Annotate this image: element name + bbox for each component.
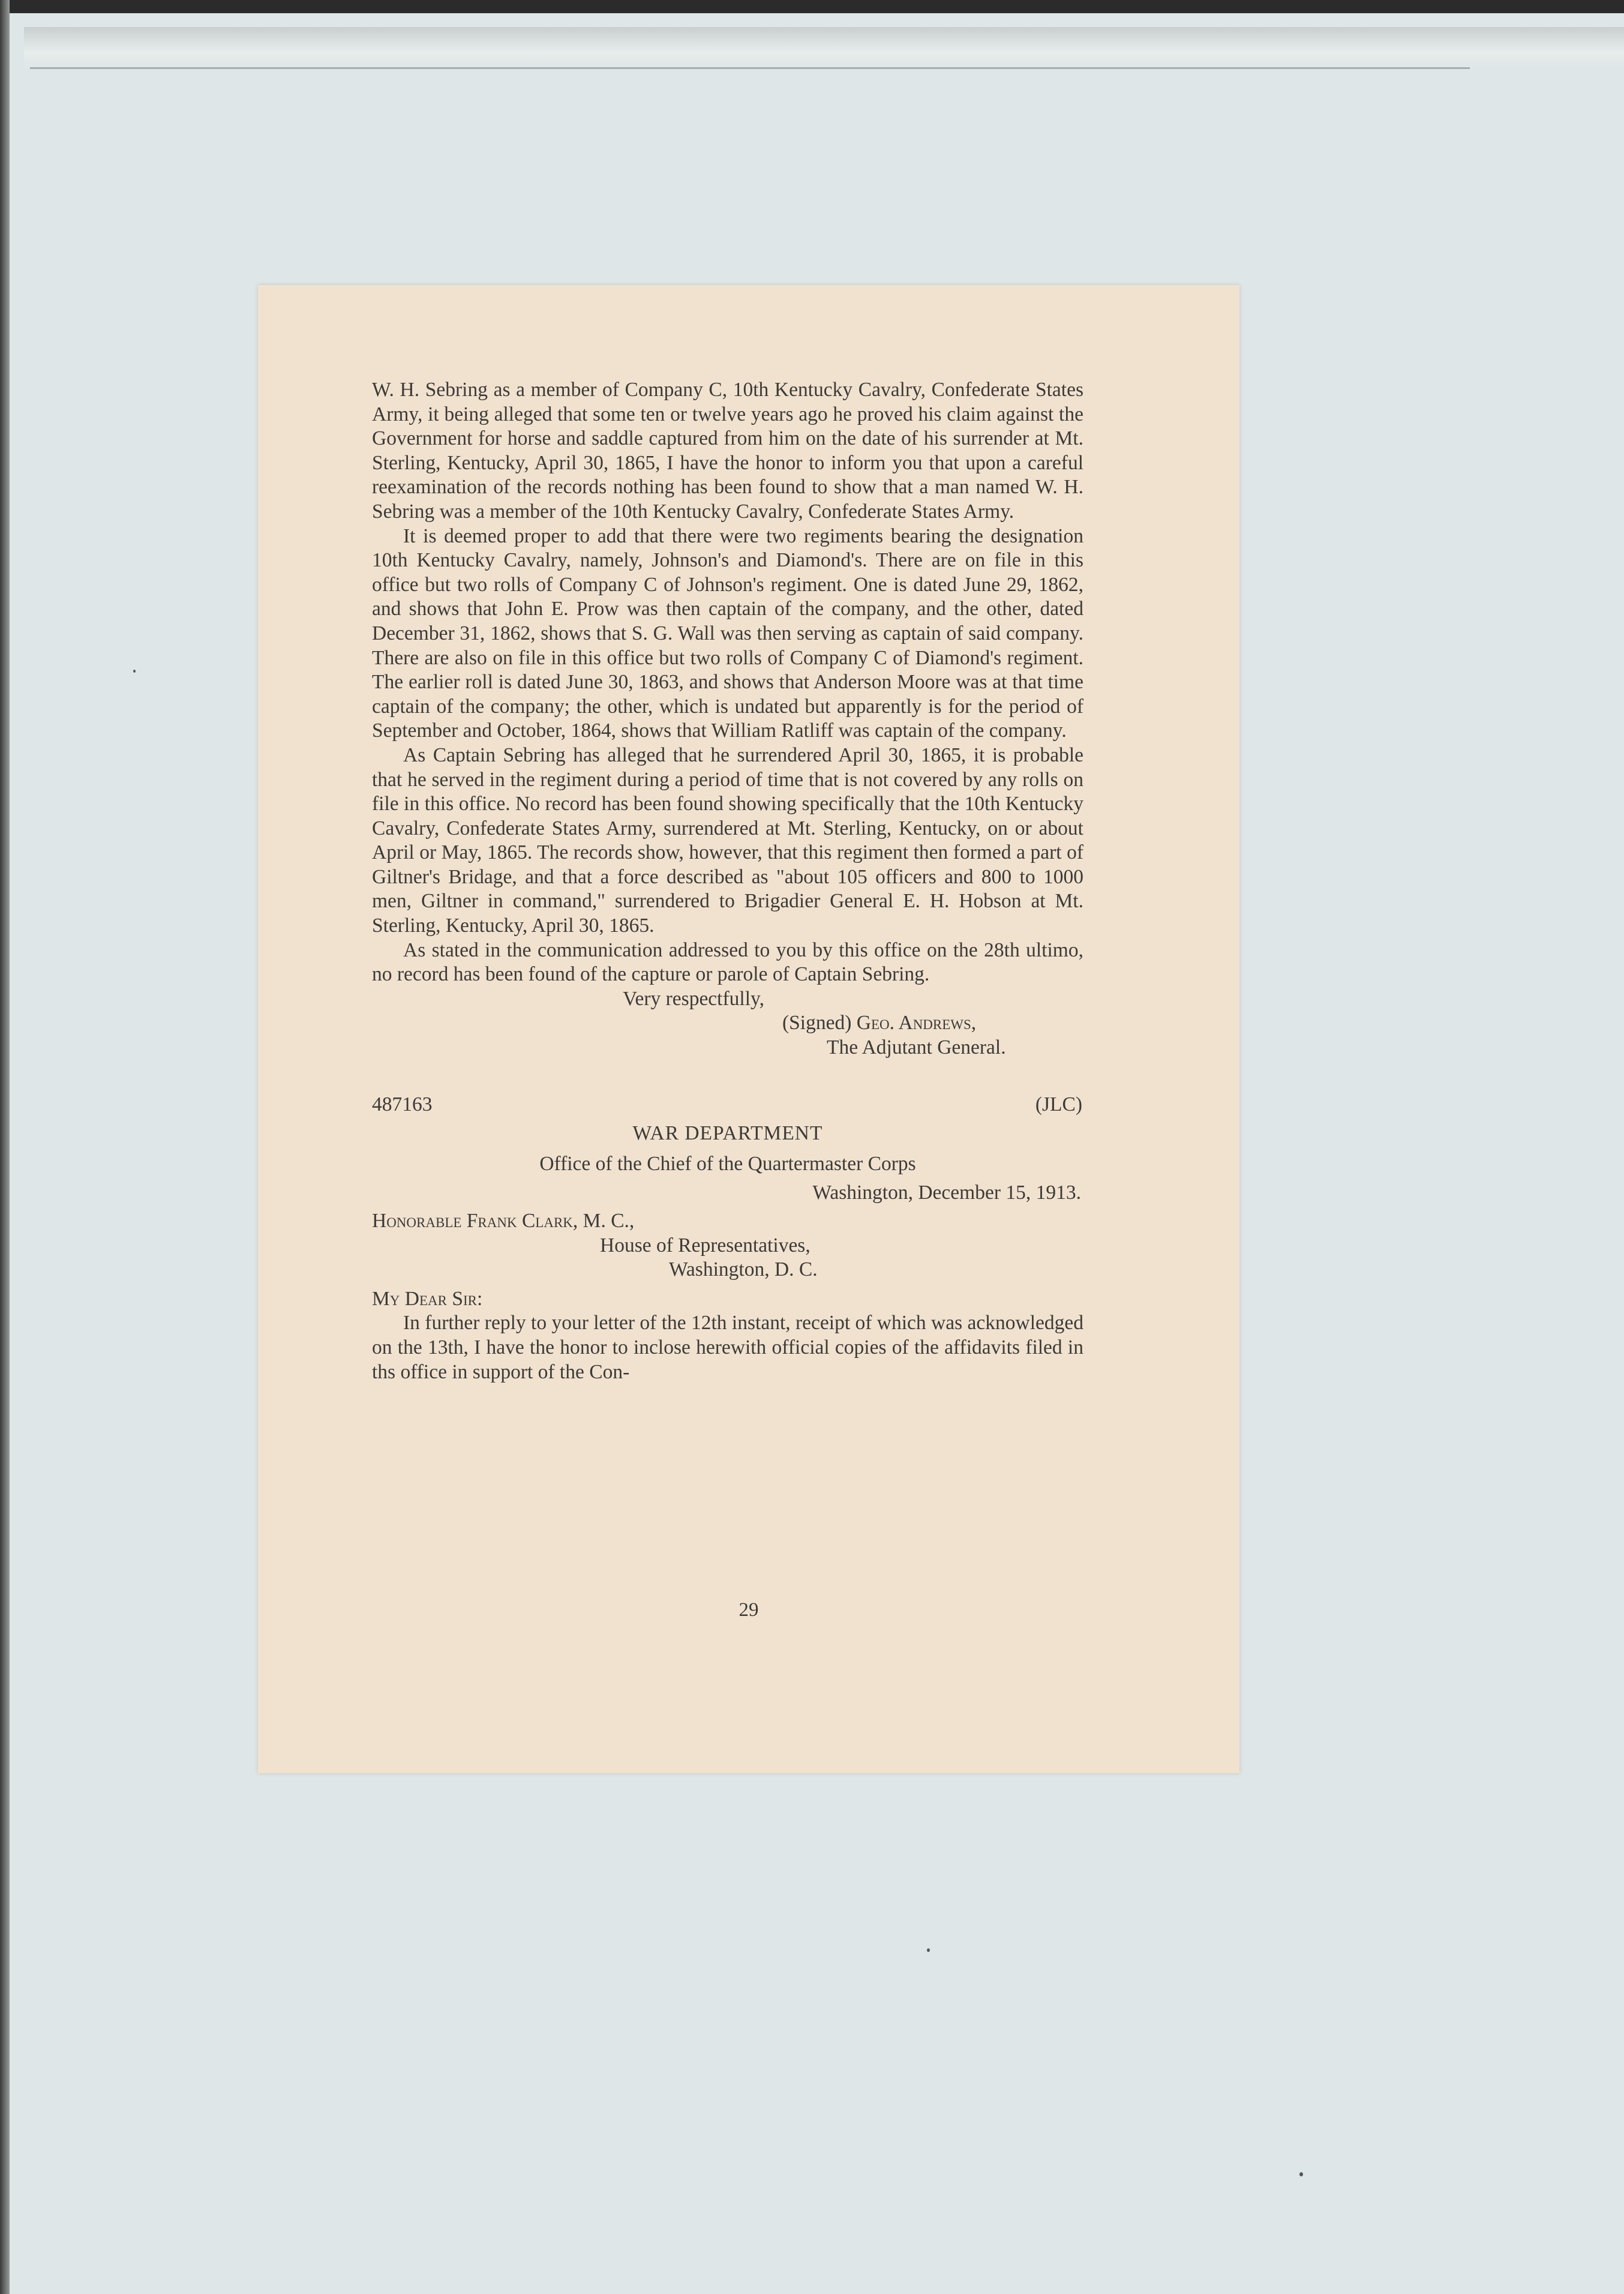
signed-line xyxy=(372,1011,1083,1036)
scanner-glare xyxy=(24,27,1624,69)
paragraph-2: It is deemed proper to add that there were two regiments bearing the designation 10th Kentucky Cavalry, namely, Johnson's and Diamond's. There are on file in this office but two rolls of Company C of Johnson's regiment. One is dated June 29, 1862, and shows that John E. Prow was then captain of the company, and the other, dated December 31, 1862, shows that S. G. Wall was then serving as captain of said company. There are also on file in this office but two rolls of Company C of Diamond's regiment. The earlier roll is dated June 30, 1863, and shows that Anderson Moore was at that time captain of the company; the other, which is undated but apparently is for the period of September and October, 1864, shows that William Ratliff was captain of the company. xyxy=(372,524,1083,742)
addressee-block xyxy=(372,1209,1083,1282)
signature-block xyxy=(372,987,1083,1060)
addressee-line-2: House of Representatives, xyxy=(600,1234,811,1257)
scan-speck xyxy=(1299,2172,1303,2176)
signer-name: Geo. Andrews, xyxy=(856,1012,977,1034)
department-heading: WAR DEPARTMENT xyxy=(632,1122,823,1145)
scanner-frame-left xyxy=(0,0,10,2294)
salutation: My Dear Sir: xyxy=(372,1287,483,1310)
file-number: 487163 xyxy=(372,1093,433,1115)
office-heading: Office of the Chief of the Quartermaster Corps xyxy=(539,1152,916,1175)
scanner-edge-line xyxy=(30,67,1470,69)
paragraph-3: As Captain Sebring has alleged that he surrendered April 30, 1865, it is probable that he served in the regiment during a period of time that is not covered by any rolls on file in this office. No record has been found showing specifically that the 10th Kentucky Cavalry, Confederate States Army, surrendered at Mt. Sterling, Kentucky, on or about April or May, 1865. The records show, however, that this regiment then formed a part of Giltner's Bridage, and that a force described as "about 105 officers and 800 to 1000 men, Giltner in command," surrendered to Brigadier General E. H. Hobson at Mt. Sterling, Kentucky, April 30, 1865. xyxy=(372,743,1083,937)
addressee-name: Honorable Frank Clark, M. C., xyxy=(372,1210,635,1232)
page-number: 29 xyxy=(739,1599,759,1621)
reference-code: (JLC) xyxy=(1035,1093,1082,1115)
paragraph-1: W. H. Sebring as a member of Company C, 10th Kentucky Cavalry, Confederate States Army, it being alleged that some ten or twelve years ago he proved his claim against the Government for horse and saddle captured from him on the date of his surrender at Mt. Sterling, Kentucky, April 30, 1865, I have the honor to inform you that upon a careful reexamination of the records nothing has been found to show that a man named W. H. Sebring was a member of the 10th Kentucky Cavalry, Confederate States Army. xyxy=(372,379,1083,523)
closing-line: Very respectfully, xyxy=(623,987,764,1010)
scan-speck xyxy=(133,670,136,673)
paragraph-4: As stated in the communication addressed to you by this office on the 28th ultimo, no record has been found of the capture or parole of Captain Sebring. xyxy=(372,938,1083,986)
page-text xyxy=(372,378,1083,1384)
letter-date: Washington, December 15, 1913. xyxy=(812,1182,1081,1204)
scanner-frame-top xyxy=(0,0,1624,13)
document-page xyxy=(258,285,1239,1773)
signer-title: The Adjutant General. xyxy=(827,1036,1006,1059)
scan-speck xyxy=(927,1948,930,1952)
letter2-body: In further reply to your letter of the 12th instant, receipt of which was acknowledged on the 13th, I have the honor to inclose herewith official copies of the affidavits filed in ths office in support of the Con- xyxy=(372,1312,1083,1383)
document-identifiers xyxy=(372,1093,1083,1117)
signed-prefix: (Signed) xyxy=(782,1012,852,1034)
addressee-line-3: Washington, D. C. xyxy=(669,1258,818,1281)
